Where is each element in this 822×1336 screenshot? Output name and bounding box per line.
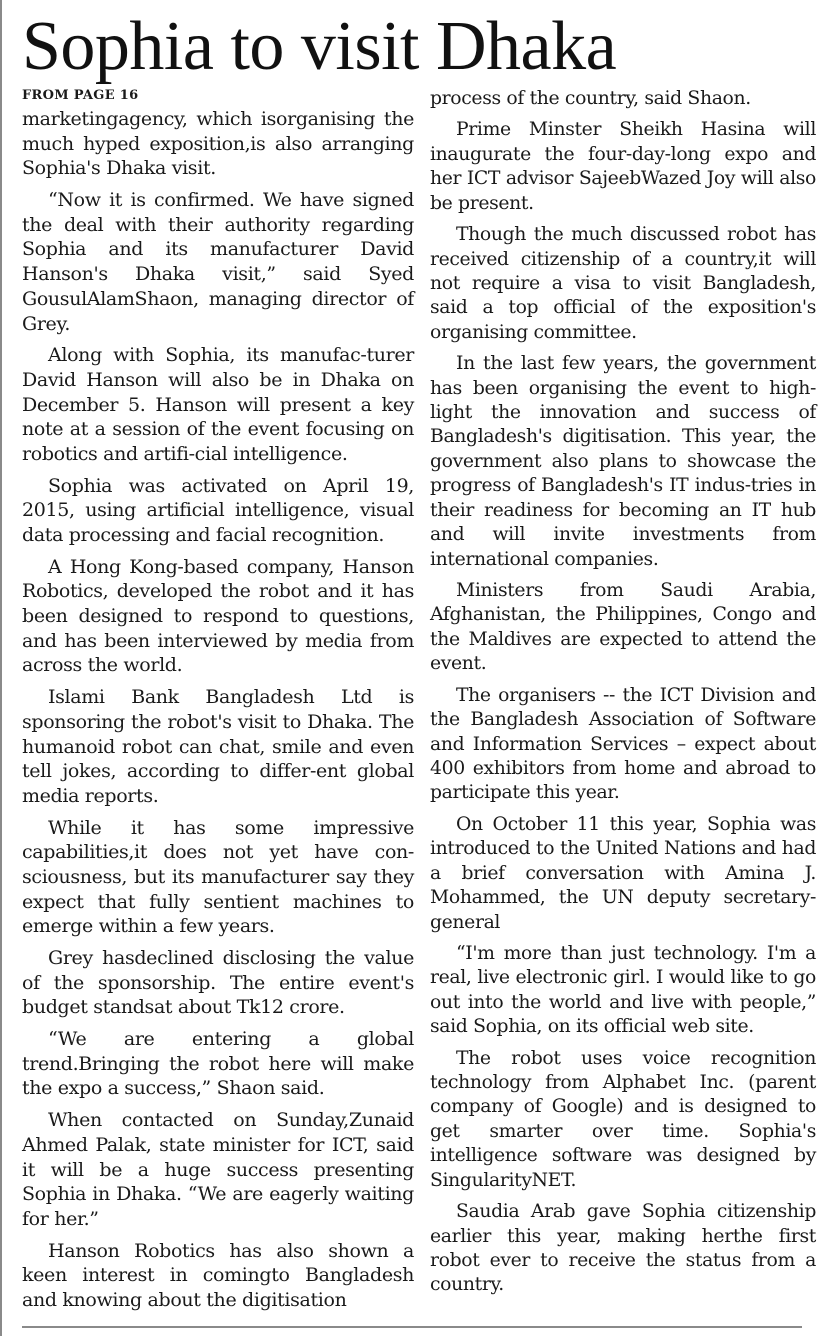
paragraph: When contacted on Sunday,Zunaid Ahmed Palak, state minister for ICT, said it will be a huge success presenting Sophia in Dhaka. “We are eagerly waiting for her.” bbox=[22, 1109, 414, 1230]
column-right bbox=[430, 87, 816, 1305]
paragraph: “We are entering a global trend.Bringing the robot here will make the expo a success,” Shaon said. bbox=[22, 1028, 414, 1100]
paragraph: marketingagency, which isorganising the much hyped exposition,is also arranging Sophia's Dhaka visit. bbox=[22, 108, 414, 180]
paragraph: Grey hasdeclined disclosing the value of the sponsorship. The entire event's budget standsat about Tk12 crore. bbox=[22, 947, 414, 1019]
paragraph: On October 11 this year, Sophia was introduced to the United Nations and had a brief conversation with Amina J. Mohammed, the UN deputy secretary-general bbox=[430, 813, 816, 933]
paragraph: A Hong Kong-based company, Hanson Robotics, developed the robot and it has been designed to respond to questions, and has been interviewed by media from across the world. bbox=[22, 555, 414, 677]
paragraph: Islami Bank Bangladesh Ltd is sponsoring the robot's visit to Dhaka. The humanoid robot can chat, smile and even tell jokes, according to differ-ent global media reports. bbox=[22, 686, 414, 807]
paragraph: The robot uses voice recognition technology from Alphabet Inc. (parent company of Google) and is designed to get smarter over time. Sophia's intelligence software was designed by SingularityNET. bbox=[430, 1047, 816, 1191]
bottom-rule bbox=[22, 1326, 802, 1328]
paragraph: process of the country, said Shaon. bbox=[430, 88, 751, 109]
paragraph: “Now it is confirmed. We have signed the deal with their authority regarding Sophia and its manufacturer David Hanson's Dhaka visit,” said Syed GousulAlamShaon, managing director of Grey. bbox=[22, 189, 414, 335]
column-left bbox=[22, 87, 414, 1320]
continuation-kicker: FROM PAGE 16 bbox=[22, 88, 139, 103]
paragraph: While it has some impressive capabilities,it does not yet have con-sciousness, but its manufacturer say they expect that fully sentient machines to emerge within a few years. bbox=[22, 816, 414, 938]
headline: Sophia to visit Dhaka bbox=[22, 8, 617, 85]
paragraph: Sophia was activated on April 19, 2015, using artificial intelligence, visual data processing and facial recognition. bbox=[22, 474, 414, 546]
paragraph: In the last few years, the government has been organising the event to high-light the innovation and success of Bangladesh's digitisation. This year, the government also plans to showcase the progress of Bangladesh's IT indus-tries in their readiness for becoming an IT hub and will invite investments from international companies. bbox=[430, 353, 816, 570]
paragraph: Saudia Arab gave Sophia citizenship earlier this year, making herthe first robot ever to receive the status from a country. bbox=[430, 1201, 816, 1296]
paragraph: Ministers from Saudi Arabia, Afghanistan, the Philippines, Congo and the Maldives are expected to attend the event. bbox=[430, 580, 816, 675]
paragraph: The organisers -- the ICT Division and the Bangladesh Association of Software and Information Services – expect about 400 exhibitors from home and abroad to participate this year. bbox=[430, 684, 816, 804]
paragraph: Though the much discussed robot has received citizenship of a country,it will not require a visa to visit Bangladesh, said a top official of the exposition's organising committee. bbox=[430, 224, 816, 343]
paragraph: Along with Sophia, its manufac-turer David Hanson will also be in Dhaka on December 5. Hanson will present a key note at a session of the event focusing on robotics and artifi-cial intelligence. bbox=[22, 344, 414, 465]
paragraph: Hanson Robotics has also shown a keen interest in comingto Bangladesh and knowing about the digitisation bbox=[22, 1239, 414, 1311]
paragraph: Prime Minster Sheikh Hasina will inaugurate the four-day-long expo and her ICT advisor SajeebWazed Joy will also be present. bbox=[430, 119, 816, 214]
paragraph: “I'm more than just technology. I'm a real, live electronic girl. I would like to go out into the world and live with people,” said Sophia, on its official web site. bbox=[430, 942, 816, 1038]
